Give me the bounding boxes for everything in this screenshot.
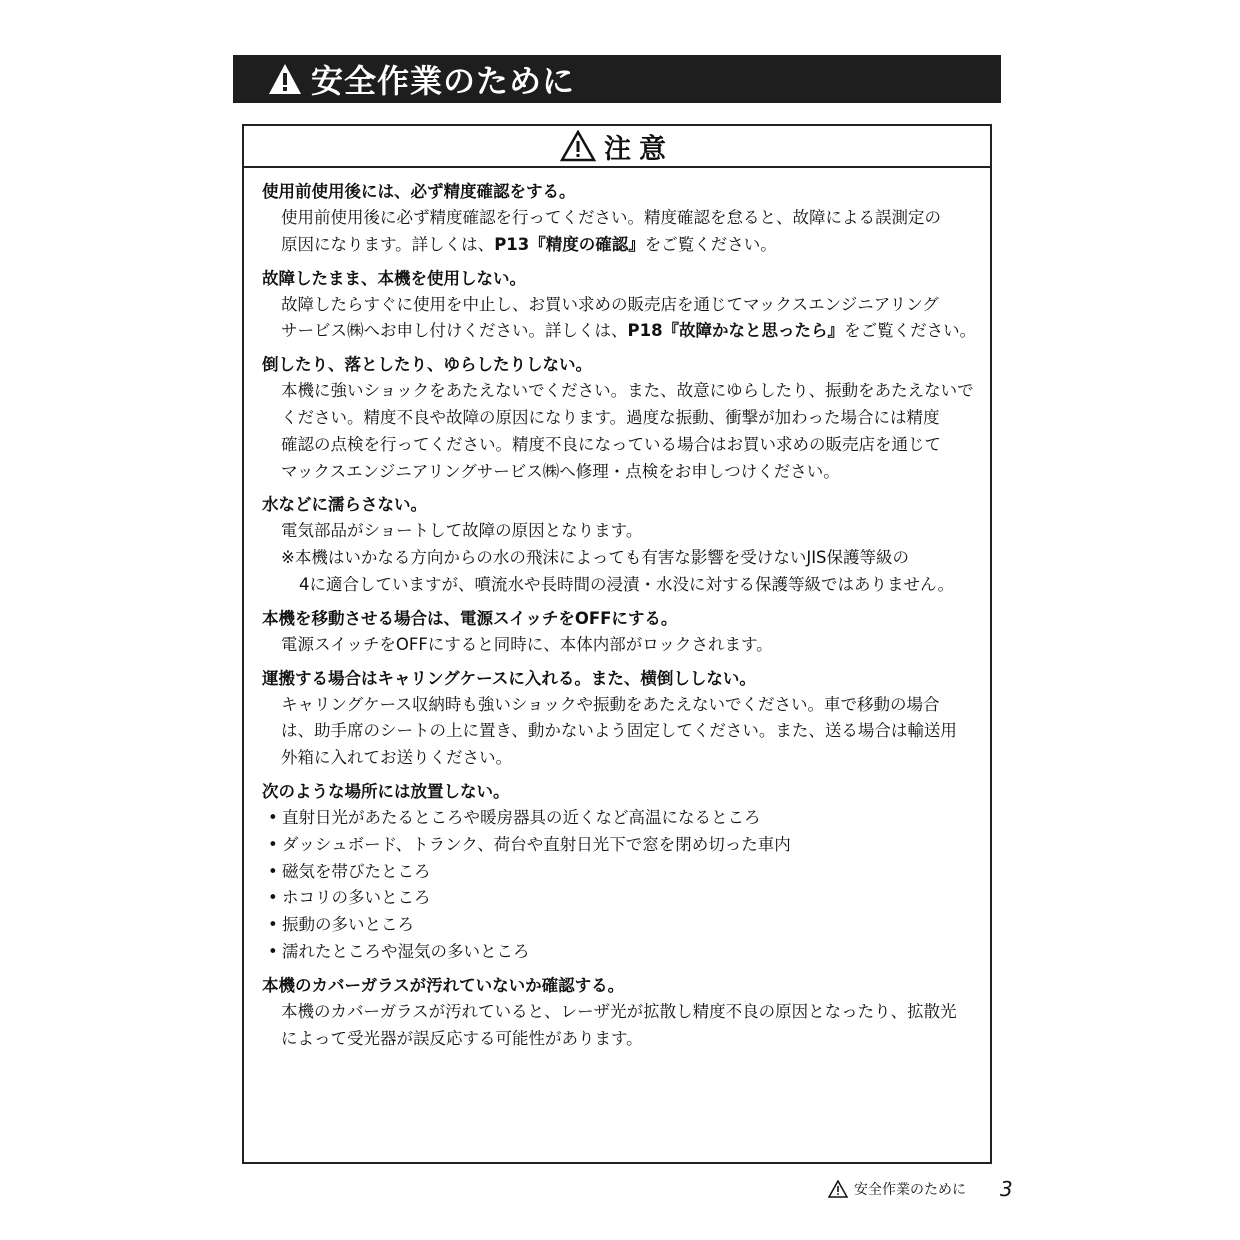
text-line: 電気部品がショートして故障の原因となります。 [281, 521, 643, 541]
page-reference: P18『故障かなと思ったら』 [627, 321, 845, 341]
list-item: • 濡れたところや湿気の多いところ [268, 941, 530, 961]
page-title: 安全作業のために [311, 62, 576, 100]
text-line: 外箱に入れてお送りください。 [281, 748, 512, 768]
section-heading: 水などに濡らさない。 [262, 495, 427, 515]
section-text [262, 205, 980, 259]
caution-icon [828, 1180, 848, 1198]
caution-section [262, 605, 980, 659]
section-heading: 倒したり、落としたり、ゆらしたりしない。 [262, 355, 592, 375]
section-text [262, 999, 980, 1053]
caution-section [262, 972, 980, 1053]
caution-header [244, 126, 990, 168]
list-item: • 磁気を帯びたところ [268, 861, 431, 881]
section-text [262, 632, 980, 659]
caution-icon [560, 130, 596, 162]
text-line: 本機に強いショックをあたえないでください。また、故意にゆらしたり、振動をあたえないで [281, 381, 974, 401]
text-line: マックスエンジニアリングサービス㈱へ修理・点検をお申しつけください。 [281, 461, 840, 481]
section-text [262, 292, 980, 346]
section-header-bar [233, 55, 1001, 103]
list-item: • 振動の多いところ [268, 915, 414, 935]
warning-icon [267, 62, 303, 96]
caution-section [262, 178, 980, 259]
text-line: 電源スイッチをOFFにすると同時に、本体内部がロックされます。 [281, 634, 773, 654]
caution-box [242, 124, 992, 1164]
caution-section [262, 265, 980, 346]
text-line: 故障したらすぐに使用を中止し、お買い求めの販売店を通じてマックスエンジニアリング [281, 294, 939, 314]
list-item: • ダッシュボード、トランク、荷台や直射日光下で窓を閉め切った車内 [268, 834, 791, 854]
text-line: は、助手席のシートの上に置き、動かないよう固定してください。また、送る場合は輸送用 [281, 721, 957, 741]
section-heading: 故障したまま、本機を使用しない。 [262, 268, 526, 288]
list-item-text: 直射日光があたるところや暖房器具の近くなど高温になるところ [282, 807, 761, 827]
list-item-text: ホコリの多いところ [282, 888, 431, 908]
caution-section [262, 491, 980, 598]
text-line: をご覧ください。 [844, 321, 977, 341]
caution-title: 注意 [604, 133, 674, 165]
list-item-text: 濡れたところや湿気の多いところ [282, 941, 530, 961]
text-line: キャリングケース収納時も強いショックや振動をあたえないでください。車で移動の場合 [281, 694, 940, 714]
caution-section [262, 665, 980, 772]
text-line: をご覧ください。 [644, 234, 777, 254]
page-footer [828, 1177, 1013, 1201]
section-text [262, 378, 980, 485]
list-item: • 直射日光があたるところや暖房器具の近くなど高温になるところ [268, 807, 761, 827]
caution-content [262, 178, 980, 1058]
page-reference: P13『精度の確認』 [494, 234, 645, 254]
section-heading: 本機のカバーガラスが汚れていないか確認する。 [262, 975, 625, 995]
text-line: によって受光器が誤反応する可能性があります。 [281, 1028, 643, 1048]
section-heading: 本機を移動させる場合は、電源スイッチをOFFにする。 [262, 608, 678, 628]
caution-section [262, 778, 980, 966]
list-item-text: 磁気を帯びたところ [282, 861, 431, 881]
section-heading: 次のような場所には放置しない。 [262, 781, 510, 801]
note-line: ※本機はいかなる方向からの水の飛沫によっても有害な影響を受けないJIS保護等級の [281, 548, 910, 568]
text-line: 原因になります。詳しくは、 [281, 234, 495, 254]
section-text [262, 692, 980, 772]
text-line: サービス㈱へお申し付けください。詳しくは、 [281, 321, 628, 341]
note-text [262, 545, 980, 599]
bullet-list [262, 805, 980, 966]
section-heading: 使用前使用後には、必ず精度確認をする。 [262, 182, 576, 201]
caution-section [262, 351, 980, 485]
text-line: 本機のカバーガラスが汚れていると、レーザ光が拡散し精度不良の原因となったり、拡散光 [281, 1001, 957, 1021]
text-line: 確認の点検を行ってください。精度不良になっている場合はお買い求めの販売店を通じて [281, 434, 941, 454]
note-line: 4に適合していますが、噴流水や長時間の浸漬・水没に対する保護等級ではありません。 [299, 574, 954, 594]
page-number: 3 [1000, 1177, 1013, 1201]
list-item-text: 振動の多いところ [282, 915, 414, 935]
section-heading: 運搬する場合はキャリングケースに入れる。また、横倒ししない。 [262, 668, 756, 688]
list-item-text: ダッシュボード、トランク、荷台や直射日光下で窓を閉め切った車内 [282, 834, 791, 854]
text-line: 使用前使用後に必ず精度確認を行ってください。精度確認を怠ると、故障による誤測定の [281, 208, 941, 227]
footer-section-title: 安全作業のために [854, 1182, 966, 1198]
list-item: • ホコリの多いところ [268, 888, 431, 908]
section-text [262, 518, 980, 545]
text-line: ください。精度不良や故障の原因になります。過度な振動、衝撃が加わった場合には精度 [281, 407, 940, 427]
